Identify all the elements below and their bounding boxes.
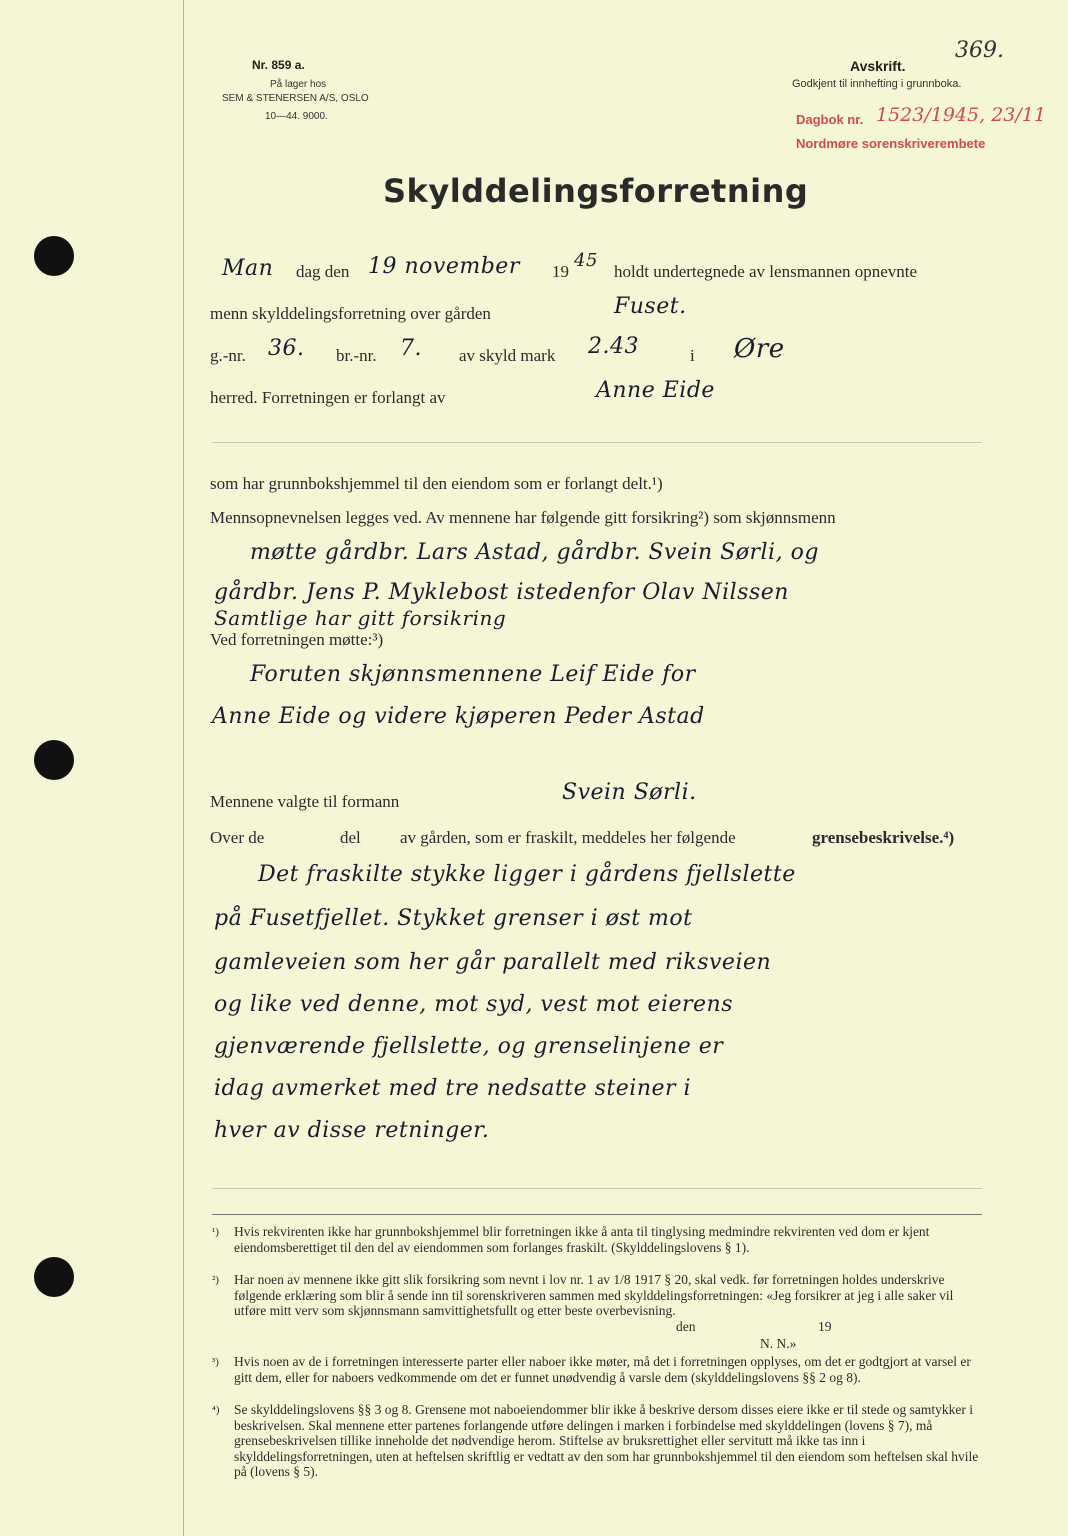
office-stamp: Nordmøre sorenskriverembete — [796, 136, 986, 151]
footnote-den: den — [676, 1319, 696, 1334]
footnote-mark: ²) — [212, 1274, 219, 1286]
assessors-line: gårdbr. Jens P. Myklebost istedenfor Olav Nilssen — [214, 580, 789, 605]
requester-handwritten: Anne Eide — [596, 378, 715, 403]
page-number: 369. — [955, 38, 1004, 63]
line5-text: som har grunnbokshjemmel til den eiendom som er forlangt delt.¹) — [210, 474, 663, 493]
present-line: Anne Eide og videre kjøperen Peder Astad — [212, 704, 705, 729]
footnote-mark: ⁴) — [212, 1404, 220, 1416]
i-label: i — [690, 346, 695, 365]
over-de-label: Over de — [210, 828, 265, 847]
publisher-line: På lager hos — [270, 79, 327, 90]
line4-text: herred. Forretningen er forlangt av — [210, 388, 446, 407]
boundary-intro-text: av gården, som er fraskilt, meddeles her følgende — [400, 828, 736, 847]
footnote-text: Hvis noen av de i forretningen interesserte parter eller naboer ikke møter, må det i forretningen opplyses, om det er godtgjort at varsel er gitt dem, eller for naboers vedkommende om det er funnet unødvendig å varsle dem (skylddelingslovens §§ 2 og 8). — [234, 1354, 971, 1385]
approved-label: Godkjent til innhefting i grunnboka. — [792, 78, 962, 90]
footnote-mark: ³) — [212, 1356, 219, 1368]
year-suffix-handwritten: 45 — [574, 250, 598, 271]
publisher-print-info: 10—44. 9000. — [265, 111, 328, 122]
present-line: Foruten skjønnsmennene Leif Eide for — [250, 662, 696, 687]
dag-den-label: dag den — [296, 262, 350, 281]
blank-line — [212, 442, 982, 443]
weekday-handwritten: Man — [222, 256, 274, 281]
date-handwritten: 19 november — [368, 254, 520, 279]
punch-hole — [34, 1257, 74, 1297]
footnote-mark: ¹) — [212, 1226, 219, 1238]
line1-text: holdt undertegnede av lensmannen opnevnte — [614, 262, 918, 281]
footnote-text: Hvis rekvirenten ikke har grunnbokshjemmel blir forretningen ikke å anta til tinglysing medmindre rekvirenten ved dom er kjent eiendomsberettiget til den del av eiendommen som forlanges fraskilt. (Skylddelingslovens § 1). — [234, 1224, 930, 1255]
boundary-line: hver av disse retninger. — [214, 1118, 490, 1143]
present-label: Ved forretningen møtte:³) — [210, 630, 384, 649]
bnr-value: 7. — [400, 336, 422, 361]
year-prefix: 19 — [552, 262, 569, 281]
line2-text: menn skylddelingsforretning over gården — [210, 304, 491, 323]
page-title: Skylddelingsforretning — [383, 172, 809, 210]
footnote-text: Har noen av mennene ikke gitt slik forsikring som nevnt i lov nr. 1 av 1/8 1917 § 20, skal vedk. før forretningen holdes underskrive følgende erklæring som blir å sende inn til sorenskriveren sammen med skylddelingsforretningen: «Jeg forsikrer at jeg i alle saker vil utføre mitt verv som skjønnsmann samvittighetsfullt og etter beste overbevisning. — [234, 1272, 954, 1318]
gnr-label: g.-nr. — [210, 346, 246, 365]
boundary-line: gamleveien som her går parallelt med riksveien — [214, 950, 772, 975]
assessors-line: Samtlige har gitt forsikring — [214, 606, 507, 630]
line6-text: Mennsopnevnelsen legges ved. Av mennene har følgende gitt forsikring²) som skjønnsmenn — [210, 508, 836, 527]
footnote-text: Se skylddelingslovens §§ 3 og 8. Grensene mot naboeiendommer blir ikke å beskrive dersom disses eiere ikke er til stede og samtykker i beskrivelsen. Skal mennene etter partenes forlangende utføre delingen i marken i forbindelse med skylddelingen (lovens § 7), må grensebeskrivelsen tillike inneholde det nødvendige herom. Stiftelse av bruksrettighet eller servitutt må ikke tas inn i skylddelingsforretningen, uten at heftelsen skriftlig er vedtatt av den som har grunnbokshjemmel til den eiendom som heftelsen skal hvile på (lovens § 5). — [234, 1402, 979, 1479]
punch-hole — [34, 236, 74, 276]
bnr-label: br.-nr. — [336, 346, 377, 365]
dagbok-stamp-label: Dagbok nr. — [796, 112, 864, 127]
municipality-handwritten: Øre — [734, 334, 785, 364]
boundary-line: idag avmerket med tre nedsatte steiner i — [214, 1076, 692, 1101]
boundary-intro-bold: grensebeskrivelse.⁴) — [812, 828, 955, 847]
farm-name-handwritten: Fuset. — [614, 294, 687, 319]
boundary-line: og like ved denne, mot syd, vest mot eierens — [214, 992, 734, 1017]
gnr-value: 36. — [268, 336, 305, 361]
boundary-line: på Fusetfjellet. Stykket grenser i øst mot — [214, 906, 693, 931]
boundary-line: Det fraskilte stykke ligger i gårdens fjellslette — [258, 862, 796, 887]
chairman-label: Mennene valgte til formann — [210, 792, 400, 811]
del-label: del — [340, 828, 361, 847]
form-number: Nr. 859 a. — [252, 58, 305, 72]
punch-hole — [34, 740, 74, 780]
margin-line — [183, 0, 184, 1536]
chairman-name-handwritten: Svein Sørli. — [562, 780, 697, 805]
skyld-label: av skyld mark — [459, 346, 556, 365]
footnote-rule — [212, 1214, 982, 1215]
publisher-name: SEM & STENERSEN A/S, OSLO — [222, 93, 369, 104]
avskrift-label: Avskrift. — [850, 58, 906, 74]
footnote-year: 19 — [818, 1319, 832, 1334]
blank-line — [212, 1188, 982, 1189]
skyld-value: 2.43 — [588, 334, 639, 359]
boundary-line: gjenværende fjellslette, og grenselinjene er — [214, 1034, 724, 1059]
assessors-line: møtte gårdbr. Lars Astad, gårdbr. Svein Sørli, og — [250, 540, 819, 565]
dagbok-number: 1523/1945, 23/11 — [876, 104, 1046, 126]
footnote-nn: N. N.» — [760, 1336, 797, 1351]
